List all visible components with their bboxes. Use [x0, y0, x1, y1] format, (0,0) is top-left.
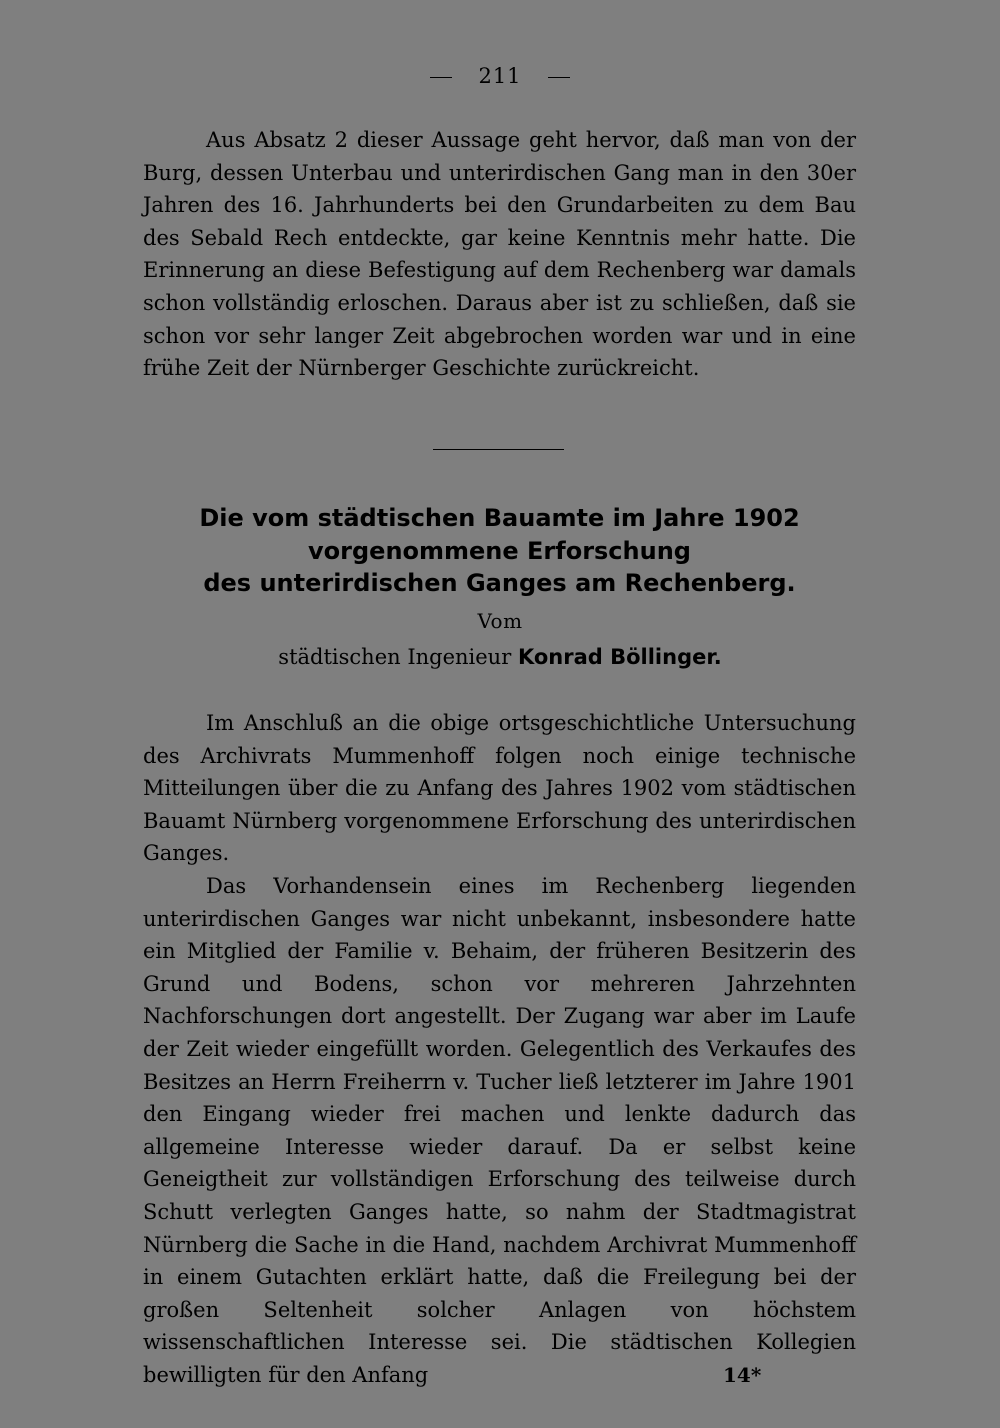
- heading-line-1: Die vom städtischen Bauamte im Jahre 1902: [199, 504, 800, 532]
- byline: [0, 645, 1000, 669]
- heading-line-2: vorgenommene Erforschung: [308, 536, 691, 565]
- heading-line-3: des unterirdischen Ganges am Rechenberg.: [203, 569, 796, 597]
- page-number: [0, 64, 1000, 88]
- byline-prefix: städtischen Ingenieur: [278, 645, 512, 669]
- section-heading: [143, 502, 856, 600]
- page-number-dash-left: [430, 77, 452, 78]
- paragraph-2: Im Anschluß an die obige ortsgeschichtliche Untersuchung des Archivrats Mummenhoff folgen noch einige technische Mitteilungen über die zu Anfang des Jahres 1902 vom städtischen Bauamt Nürnberg vorgenommene Erforschung des unterirdischen Ganges.: [143, 711, 856, 866]
- page-number-dash-right: [548, 77, 570, 78]
- author-name: Konrad Böllinger.: [517, 645, 722, 669]
- section-divider: [433, 449, 564, 450]
- page-number-text: 211: [478, 64, 522, 88]
- vom-label: Vom: [477, 609, 523, 633]
- signature-mark: 14*: [723, 1363, 762, 1387]
- paragraph-1: Aus Absatz 2 dieser Aussage geht hervor, daß man von der Burg, dessen Unterbau und unterirdischen Gang man in den 30er Jahren des 16. Jahrhunderts bei den Grundarbeiten zu dem Bau des Sebald Rech entdeckte, gar keine Kenntnis mehr hatte. Die Erinnerung an diese Befestigung auf dem Rechenberg war damals schon vollständig erloschen. Daraus aber ist zu schließen, daß sie schon vor sehr langer Zeit abgebrochen worden war und in eine frühe Zeit der Nürnberger Geschichte zurückreicht.: [143, 128, 856, 381]
- paragraph-3: Das Vorhandensein eines im Rechenberg liegenden unterirdischen Ganges war nicht unbekannt, insbesondere hatte ein Mitglied der Familie v. Behaim, der früheren Besitzerin des Grund und Bodens, schon vor mehreren Jahrzehnten Nachforschungen dort angestellt. Der Zugang war aber im Laufe der Zeit wieder eingefüllt worden. Gelegentlich des Verkaufes des Besitzes an Herrn Freiherrn v. Tucher ließ letzterer im Jahre 1901 den Eingang wieder frei machen und lenkte dadurch das allgemeine Interesse wieder darauf. Da er selbst keine Geneigtheit zur vollständigen Erforschung des teilweise durch Schutt verlegten Ganges hatte, so nahm der Stadtmagistrat Nürnberg die Sache in die Hand, nachdem Archivrat Mummenhoff in einem Gutachten erklärt hatte, daß die Freilegung bei der großen Seltenheit solcher Anlagen von höchstem wissenschaftlichen Interesse sei. Die städtischen Kollegien bewilligten für den Anfang: [143, 874, 856, 1387]
